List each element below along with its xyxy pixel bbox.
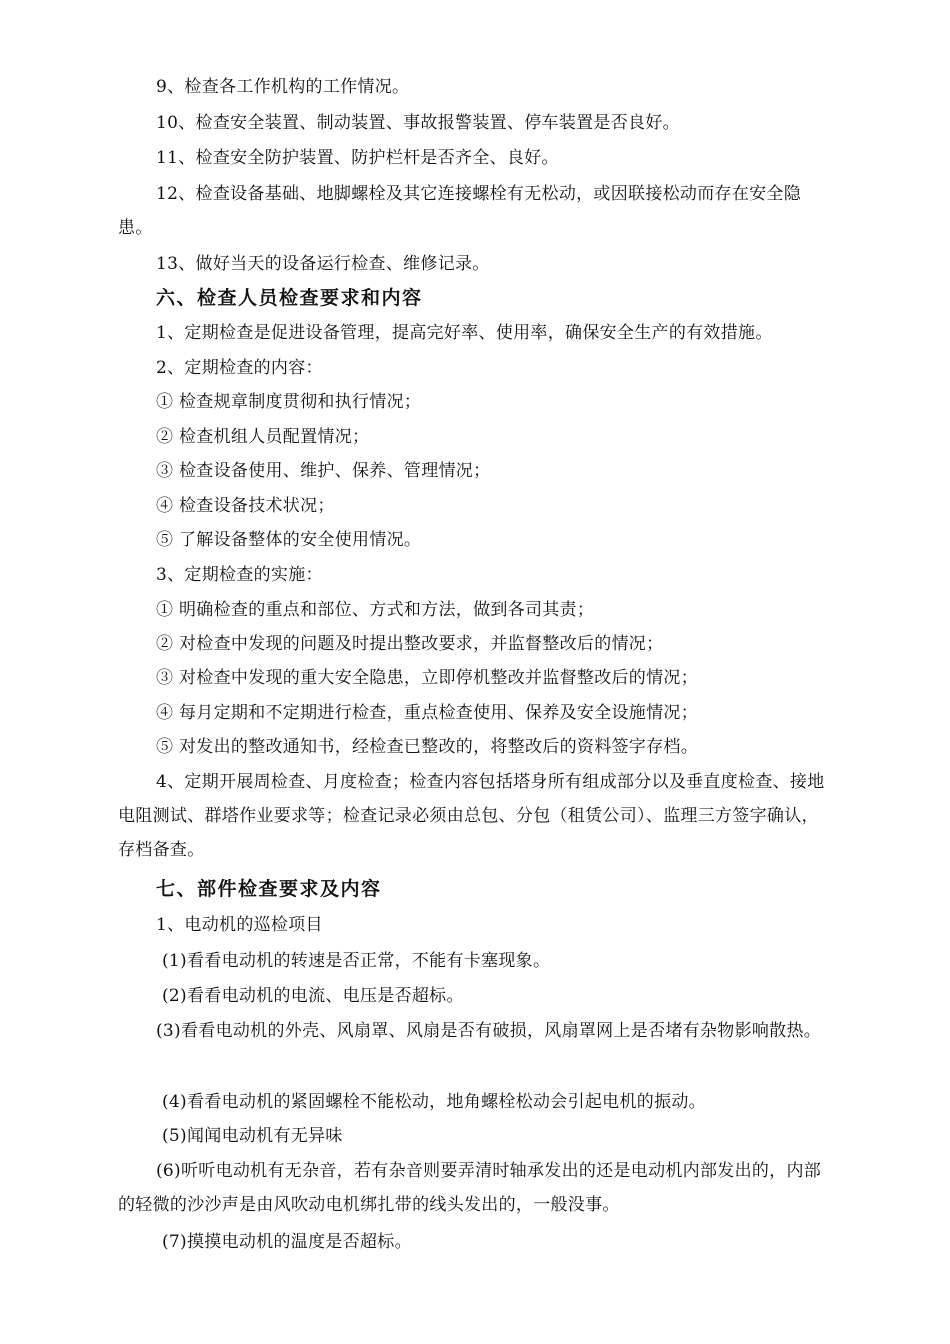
list-item: ③ 检查设备使用、维护、保养、管理情况； bbox=[156, 461, 491, 481]
text-line: 1、定期检查是促进设备管理，提高完好率、使用率，确保安全生产的有效措施。 bbox=[156, 323, 773, 343]
list-item: (4)看看电动机的紧固螺栓不能松动，地角螺栓松动会引起电机的振动。 bbox=[162, 1092, 706, 1112]
text-line: 9、检查各工作机构的工作情况。 bbox=[156, 77, 410, 97]
section-heading: 六、检查人员检查要求和内容 bbox=[156, 287, 423, 309]
list-item: (5)闻闻电动机有无异味 bbox=[162, 1126, 343, 1146]
list-item: (1)看看电动机的转速是否正常，不能有卡塞现象。 bbox=[162, 951, 551, 971]
list-item: ② 对检查中发现的问题及时提出整改要求，并监督整改后的情况； bbox=[156, 634, 664, 654]
list-item: ④ 每月定期和不定期进行检查，重点检查使用、保养及安全设施情况； bbox=[156, 703, 699, 723]
text-line: 11、检查安全防护装置、防护栏杆是否齐全、良好。 bbox=[156, 148, 559, 168]
list-item: ⑤ 对发出的整改通知书，经检查已整改的，将整改后的资料签字存档。 bbox=[156, 737, 699, 757]
list-item: (7)摸摸电动机的温度是否超标。 bbox=[162, 1232, 412, 1252]
list-item: ③ 对检查中发现的重大安全隐患，立即停机整改并监督整改后的情况； bbox=[156, 668, 699, 688]
text-paragraph: 12、检查设备基础、地脚螺栓及其它连接螺栓有无松动，或因联接松动而存在安全隐患。 bbox=[118, 184, 802, 238]
text-line: 13、做好当天的设备运行检查、维修记录。 bbox=[156, 254, 490, 274]
text-paragraph: (3)看看电动机的外壳、风扇罩、风扇是否有破损，风扇罩网上是否堵有杂物影响散热。 bbox=[156, 1021, 822, 1041]
text-line: 3、定期检查的实施： bbox=[156, 565, 323, 585]
list-item: ① 明确检查的重点和部位、方式和方法，做到各司其责； bbox=[156, 600, 595, 620]
list-item: (2)看看电动机的电流、电压是否超标。 bbox=[162, 986, 464, 1006]
text-paragraph: 4、定期开展周检查、月度检查；检查内容包括塔身所有组成部分以及垂直度检查、接地电阻测试、群塔作业要求等；检查记录必须由总包、分包（租赁公司）、监理三方签字确认，存档备查。 bbox=[118, 772, 825, 860]
list-item: ② 检查机组人员配置情况； bbox=[156, 427, 370, 447]
text-line: 1、电动机的巡检项目 bbox=[156, 915, 323, 935]
list-item: ① 检查规章制度贯彻和执行情况； bbox=[156, 392, 422, 412]
list-item: ⑤ 了解设备整体的安全使用情况。 bbox=[156, 530, 422, 550]
text-paragraph: (6)听听电动机有无杂音，若有杂音则要弄清时轴承发出的还是电动机内部发出的，内部的轻微的沙沙声是由风吹动电机绑扎带的线头发出的，一般没事。 bbox=[118, 1161, 822, 1215]
text-line: 2、定期检查的内容： bbox=[156, 358, 323, 378]
list-item: ④ 检查设备技术状况； bbox=[156, 496, 335, 516]
section-heading: 七、部件检查要求及内容 bbox=[156, 878, 382, 900]
text-line: 10、检查安全装置、制动装置、事故报警装置、停车装置是否良好。 bbox=[156, 113, 680, 133]
